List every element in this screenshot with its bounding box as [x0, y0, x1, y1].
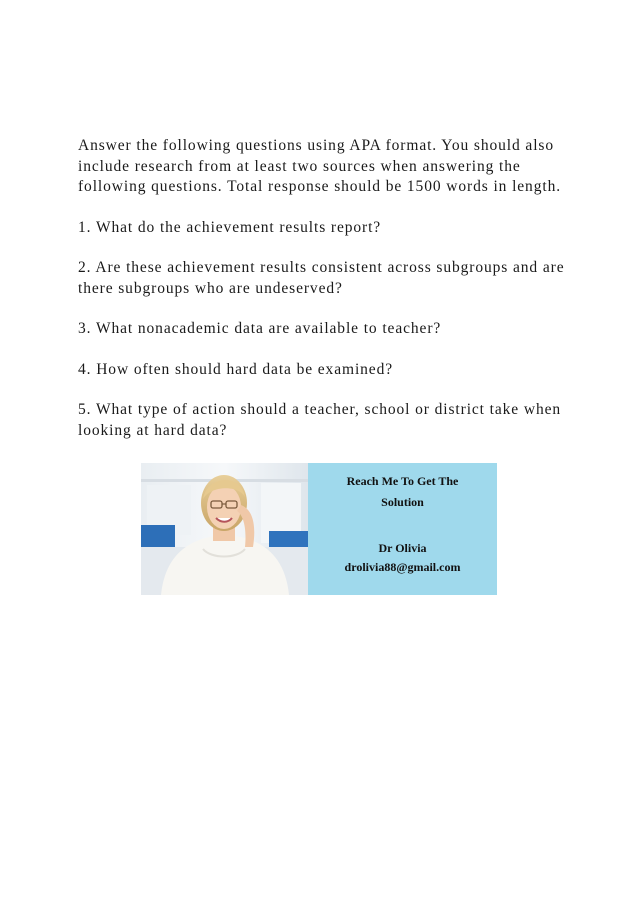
question-text: How often should hard data be examined? — [96, 360, 394, 378]
contact-info-panel — [308, 463, 497, 595]
question-number: 2. — [78, 259, 92, 276]
question-4 — [78, 360, 568, 381]
contact-email: drolivia88@gmail.com — [344, 560, 461, 574]
question-number: 1. — [78, 218, 92, 236]
contact-name: Dr Olivia — [378, 541, 427, 555]
question-text: What type of action should a teacher, school or district take when looking at hard data? — [78, 401, 562, 439]
question-text: What nonacademic data are available to teacher? — [95, 320, 442, 337]
question-number: 3. — [78, 320, 92, 337]
document-body — [78, 136, 568, 441]
question-3 — [78, 319, 568, 340]
question-2 — [78, 258, 568, 299]
banner-headline: Reach Me To Get The — [346, 474, 459, 488]
intro-paragraph: Answer the following questions using APA format. You should also include research from at least two sources when answering the following questions. Total response should be 1500 words in length. — [78, 137, 561, 195]
woman-photo — [141, 463, 308, 595]
banner-headline-cont: Solution — [381, 495, 424, 509]
question-5 — [78, 400, 568, 441]
question-number: 5. — [78, 401, 92, 418]
question-number: 4. — [78, 360, 92, 378]
question-1 — [78, 218, 568, 239]
question-text: Are these achievement results consistent across subgroups and are there subgroups who are undeserved? — [78, 259, 565, 297]
contact-banner — [141, 463, 497, 595]
question-text: What do the achievement results report? — [95, 218, 382, 236]
